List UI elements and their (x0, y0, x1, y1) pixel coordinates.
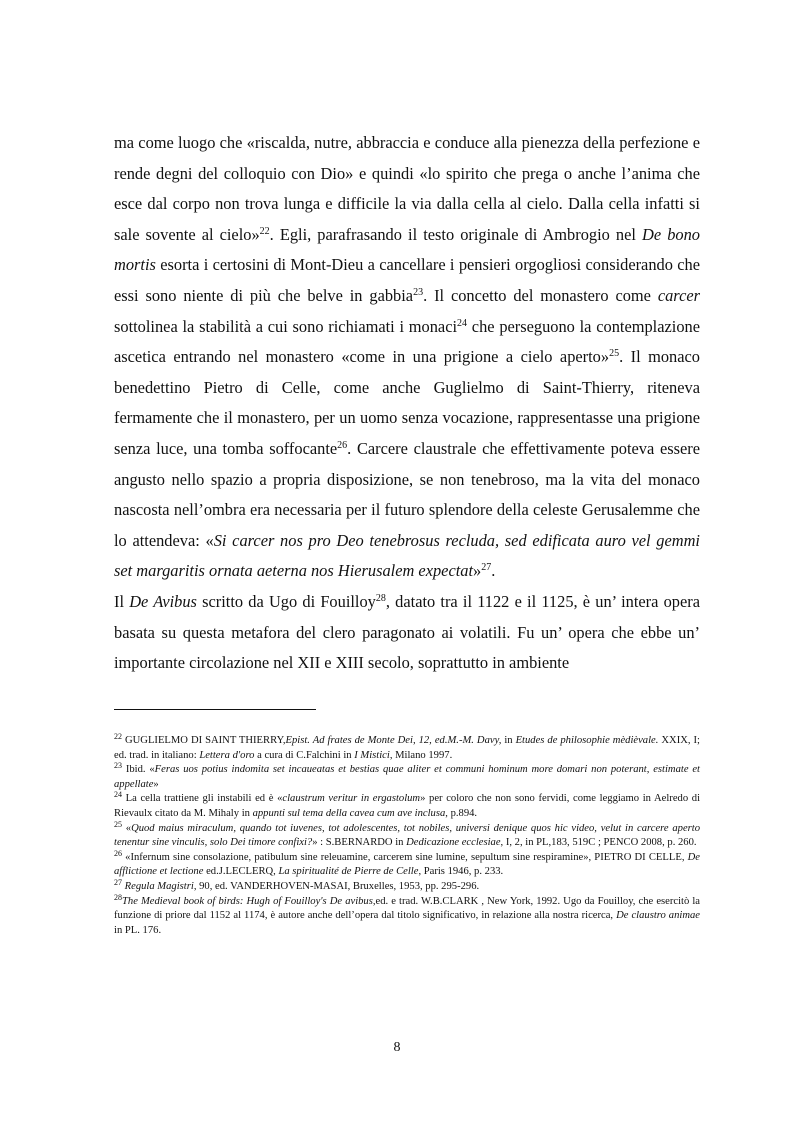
footnote-italic: De afflictione et lectione (114, 851, 700, 878)
footnote-italic: appunti sul tema della cavea cum ave inclusa (252, 807, 446, 819)
footnote-text: , I, 2, in PL,183, 519C ; PENCO 2008, p. 260. (500, 837, 697, 849)
footnote-27 (114, 877, 700, 895)
footnote-text: ed.J.LECLERQ, (203, 866, 279, 878)
body-text-run: . Il monaco benedettino Pietro di Celle, come anche Guglielmo di Saint-Thierry, riteneva fermamente che il monastero, per un uomo senza vocazione, rappresentasse una prigione senza luce, una tomba soffocante (114, 347, 700, 458)
page-number: 8 (393, 1040, 401, 1055)
footnote-ref-23: 23 (413, 286, 424, 298)
footnote-24 (114, 792, 700, 821)
footnote-text: , 90, ed. VANDERHOVEN-MASAI, Bruxelles, 1953, pp. 295-296. (193, 880, 480, 892)
footnote-text: ed. e trad. W.B.CLARK , New York, 1992. Ugo da Fouilloy, che esercitò la funzione di priore dal 1152 al 1174, è autore anche dell’opera dal titolo significativo, in relazione alla nostra ricerca, (114, 895, 700, 922)
footnote-italic: Dedicazione ecclesiae (406, 837, 501, 849)
footnote-number: 25 (114, 819, 122, 829)
footnote-italic: claustrum veritur in ergastolum (282, 793, 421, 805)
footnote-number: 28 (114, 892, 122, 902)
footnote-separator (114, 709, 316, 710)
footnote-number: 24 (114, 790, 122, 800)
footnote-text: » (153, 778, 159, 790)
footnote-italic: Epist. Ad frates de Monte Dei, 12, ed.M.-M. Davy, (285, 735, 502, 746)
body-text-run: . Il concetto del monastero come (423, 285, 658, 305)
footnote-number: 27 (114, 877, 122, 887)
footnote-text: GUGLIELMO DI SAINT THIERRY, (122, 735, 286, 746)
footnote-number: 23 (114, 761, 122, 771)
footnote-28 (114, 892, 700, 939)
body-text-run: sottolinea la stabilità a cui sono richiamati i monaci (114, 316, 458, 336)
footnote-text: , p.894. (445, 807, 478, 819)
footnote-ref-28: 28 (375, 592, 386, 604)
footnote-number: 22 (114, 732, 122, 741)
body-text-run: . (491, 561, 496, 581)
footnote-text: « (122, 822, 132, 834)
footnote-italic: Quod maius miraculum, quando tot iuvenes, tot adolescentes, tot nobiles, universi denique quos hic video, velut in carcere aperto tenentur sine vinculis, solo Dei timore confixi? (114, 822, 701, 849)
footnote-text: , Paris 1946, p. 233. (418, 866, 504, 878)
footnote-text: » : S.BERNARDO in (312, 837, 407, 849)
footnote-italic: Regula Magistri (124, 880, 194, 892)
footnotes-section (114, 734, 700, 938)
footnote-ref-27: 27 (481, 562, 492, 574)
italic-term: carcer (657, 285, 700, 305)
italic-title: De Avibus (129, 591, 197, 611)
footnote-text: , Milano 1997. (389, 749, 453, 761)
footnote-italic: The Medieval book of birds: Hugh of Fouilloy's De avibus, (122, 895, 376, 907)
footnote-22 (114, 734, 700, 763)
footnote-italic: Etudes de philosophie mèdièvale. (515, 735, 659, 746)
body-text-run: , datato tra il 1122 e il 1125, è un’ intera opera basata su questa metafora del clero paragonato ai volatili. Fu un’ opera che ebbe un’ importante circolazione nel XII e XIII secolo, soprattutto in ambiente (114, 591, 700, 673)
footnote-text: in PL. 176. (114, 924, 162, 936)
footnote-text: «Infernum sine consolazione, patibulum sine releuamine, carcerem sine lumine, sepultum sine respiramine», PIETRO DI CELLE, (122, 851, 688, 863)
body-paragraph (114, 128, 700, 679)
footnote-italic: Feras uos potius indomita set incaueatas et bestias quae aliter et communi hominum more domari non poterant, estimate et appellate (114, 764, 700, 790)
footnote-italic: I Mistici (354, 749, 390, 761)
body-text-run: » (473, 561, 482, 581)
body-text-run: esorta i certosini di Mont-Dieu a cancellare i pensieri orgogliosi considerando che essi sono niente di più che belve in gabbia (114, 255, 700, 305)
footnote-text: » per coloro che non sono fervidi, come leggiamo in Aelredo di Rievaulx citato da M. Mihaly in (114, 793, 701, 819)
footnote-italic: Lettera d'oro (199, 749, 255, 761)
body-text-run: Il (114, 591, 130, 611)
footnote-text: La cella trattiene gli instabili ed è « (122, 793, 283, 805)
body-text-run: ma come luogo che «riscalda, nutre, abbraccia e conduce alla pienezza della perfezione e rende degni del colloquio con Dio» e quindi «lo spirito che prega o anche l’anima che esce dal corpo non trova lunga e difficile la via dalla cella al cielo. Dalla cella infatti si sale sovente al cielo» (114, 133, 700, 244)
body-text-run: . Egli, parafrasando il testo originale di Ambrogio nel (269, 224, 643, 244)
footnote-italic: De claustro animae (616, 910, 700, 922)
footnote-ref-22: 22 (259, 225, 270, 237)
footnote-text: XXIX, I; ed. trad. in italiano: (114, 735, 700, 761)
footnote-text: a cura di C.Falchini in (254, 749, 355, 761)
footnote-26 (114, 848, 700, 880)
body-text-run: che perseguono la contemplazione ascetica entrando nel monastero «come in una prigione a cielo aperto» (114, 316, 700, 367)
footnote-ref-25: 25 (609, 348, 620, 360)
footnote-text: Ibid. « (122, 764, 155, 776)
footnote-ref-24: 24 (457, 317, 468, 329)
footnote-italic: La spiritualité de Pierre de Celle (278, 866, 419, 878)
footnote-ref-26: 26 (337, 439, 348, 451)
body-text-run: . Carcere claustrale che effettivamente poteva essere angusto nello spazio a propria disposizione, se non tenebroso, ma la vita del monaco nascosta nell’ombra era necessaria per il futuro splendore della celeste Gerusalemme che lo attendeva: « (114, 438, 700, 550)
footnote-25 (114, 819, 701, 851)
italic-quote: Si carcer nos pro Deo tenebrosus recluda, sed edificata auro vel gemmi set margaritis ornata aeterna nos Hierusalem expectat (114, 530, 700, 581)
italic-title: De bono mortis (114, 224, 700, 275)
footnote-text: in (501, 735, 516, 746)
body-text-run: scritto da Ugo di Fouilloy (196, 591, 376, 611)
footnote-23 (114, 763, 700, 792)
footnote-number: 26 (114, 848, 122, 858)
